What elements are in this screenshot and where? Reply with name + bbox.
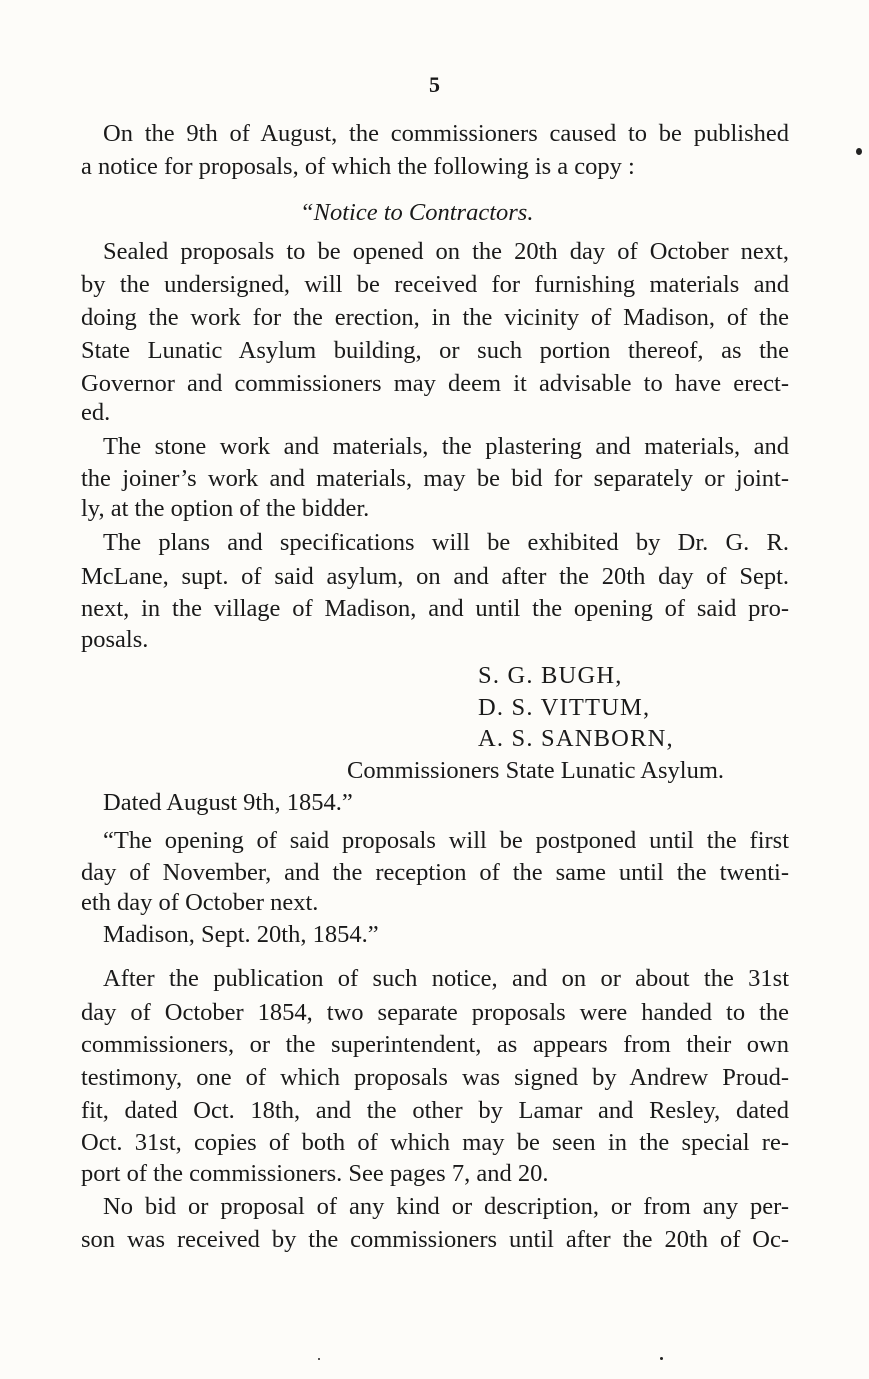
ink-speck [856,148,862,155]
text-line: next, in the village of Madison, and until the opening of said pro- [81,595,789,622]
text-line: fit, dated Oct. 18th, and the other by Lamar and Resley, dated [81,1097,789,1124]
text-line: “The opening of said proposals will be postponed until the first [103,827,789,854]
text-line: On the 9th of August, the commissioners caused to be published [103,120,789,147]
signatory-name: A. S. SANBORN, [478,725,674,752]
text-line: port of the commissioners. See pages 7, and 20. [81,1160,549,1187]
text-line: commissioners, or the superintendent, as appears from their own [81,1031,789,1058]
signatory-name: S. G. BUGH, [478,662,623,689]
text-line: testimony, one of which proposals was signed by Andrew Proud- [81,1064,789,1091]
text-line: posals. [81,626,149,653]
text-line: The stone work and materials, the plastering and materials, and [103,433,789,460]
notice-heading: “Notice to Contractors. [300,199,534,226]
text-line: The plans and specifications will be exhibited by Dr. G. R. [103,529,789,556]
text-line: by the undersigned, will be received for furnishing materials and [81,271,789,298]
text-line: After the publication of such notice, and on or about the 31st [103,965,789,992]
ink-speck [318,1358,320,1360]
text-line: doing the work for the erection, in the vicinity of Madison, of the [81,304,789,331]
text-line: a notice for proposals, of which the following is a copy : [81,153,635,180]
text-line: day of October 1854, two separate proposals were handed to the [81,999,789,1026]
text-line: ed. [81,399,111,426]
signatory-name: D. S. VITTUM, [478,694,651,721]
text-line: No bid or proposal of any kind or description, or from any per- [103,1193,789,1220]
text-line: eth day of October next. [81,889,319,916]
text-line: Sealed proposals to be opened on the 20th day of October next, [103,238,789,265]
text-line: day of November, and the reception of the same until the twenti- [81,859,789,886]
text-line: Madison, Sept. 20th, 1854.” [103,921,379,948]
text-line: son was received by the commissioners until after the 20th of Oc- [81,1226,789,1253]
ink-speck [660,1357,663,1360]
text-line: the joiner’s work and materials, may be bid for separately or joint- [81,465,789,492]
page-number: 5 [429,72,440,97]
signatory-title: Commissioners State Lunatic Asylum. [347,757,725,784]
text-line: ly, at the option of the bidder. [81,495,370,522]
text-line: State Lunatic Asylum building, or such portion thereof, as the [81,337,789,364]
text-line: Dated August 9th, 1854.” [103,789,353,816]
text-line: Oct. 31st, copies of both of which may be seen in the special re- [81,1129,789,1156]
text-line: McLane, supt. of said asylum, on and after the 20th day of Sept. [81,563,789,590]
text-line: Governor and commissioners may deem it advisable to have erect- [81,370,789,397]
